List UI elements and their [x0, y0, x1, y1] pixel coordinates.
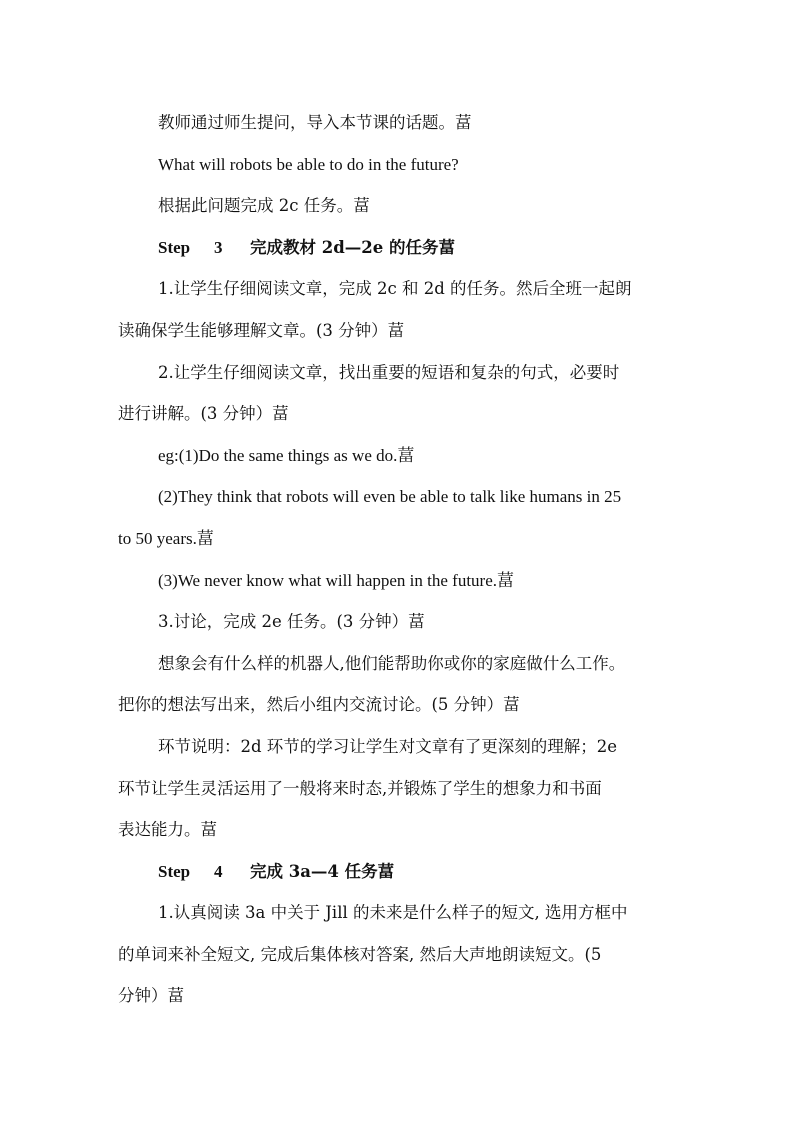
example-sentence-1: eg:(1)Do the same things as we do.葍 — [158, 445, 415, 465]
step-3-label: Step — [158, 237, 191, 257]
paragraph-reading-line3: 分钟）葍 — [118, 986, 184, 1006]
step-3-heading — [118, 227, 688, 269]
step-3-number: 3 — [214, 237, 223, 257]
document-body — [118, 102, 688, 1017]
paragraph-imagine-line1: 想象会有什么样的机器人,他们能帮助你或你的家庭做什么工作。 — [158, 653, 626, 673]
step-4-title: 完成 3a—4 任务葍 — [250, 861, 395, 881]
paragraph-question: What will robots be able to do in the future? — [158, 154, 459, 174]
paragraph-note-line3: 表达能力。葍 — [118, 820, 217, 840]
example-sentence-3: (3)We never know what will happen in the future.葍 — [158, 570, 514, 590]
paragraph-reading-line1: 1.认真阅读 3a 中关于 Jill 的未来是什么样子的短文, 选用方框中 — [158, 903, 628, 923]
paragraph-note-line1: 环节说明：2d 环节的学习让学生对文章有了更深刻的理解；2e — [158, 736, 618, 756]
step-4-heading — [118, 851, 688, 893]
example-sentence-2-line1: (2)They think that robots will even be able to talk like humans in 25 — [158, 487, 622, 507]
step-4-number: 4 — [214, 861, 223, 881]
paragraph-item-1-line1: 1.让学生仔细阅读文章，完成 2c 和 2d 的任务。然后全班一起朗 — [158, 279, 632, 299]
paragraph-item-2-line1: 2.让学生仔细阅读文章，找出重要的短语和复杂的句式，必要时 — [158, 362, 620, 382]
paragraph-reading-line2: 的单词来补全短文, 完成后集体核对答案, 然后大声地朗读短文。(5 — [118, 944, 602, 964]
paragraph-imagine-line2: 把你的想法写出来，然后小组内交流讨论。(5 分钟）葍 — [118, 695, 520, 715]
paragraph-item-2-line2: 进行讲解。(3 分钟）葍 — [118, 404, 289, 424]
paragraph-intro: 教师通过师生提问，导入本节课的话题。葍 — [158, 113, 472, 132]
paragraph-item-1-line2: 读确保学生能够理解文章。(3 分钟）葍 — [118, 320, 405, 340]
paragraph-task-2c: 根据此问题完成 2c 任务。葍 — [158, 196, 370, 216]
example-sentence-2-line2: to 50 years.葍 — [118, 528, 214, 548]
paragraph-note-line2: 环节让学生灵活运用了一般将来时态,并锻炼了学生的想象力和书面 — [118, 778, 602, 798]
paragraph-item-3: 3.讨论，完成 2e 任务。(3 分钟）葍 — [158, 612, 425, 632]
step-3-title: 完成教材 2d—2e 的任务葍 — [250, 237, 455, 257]
step-4-label: Step — [158, 861, 191, 881]
